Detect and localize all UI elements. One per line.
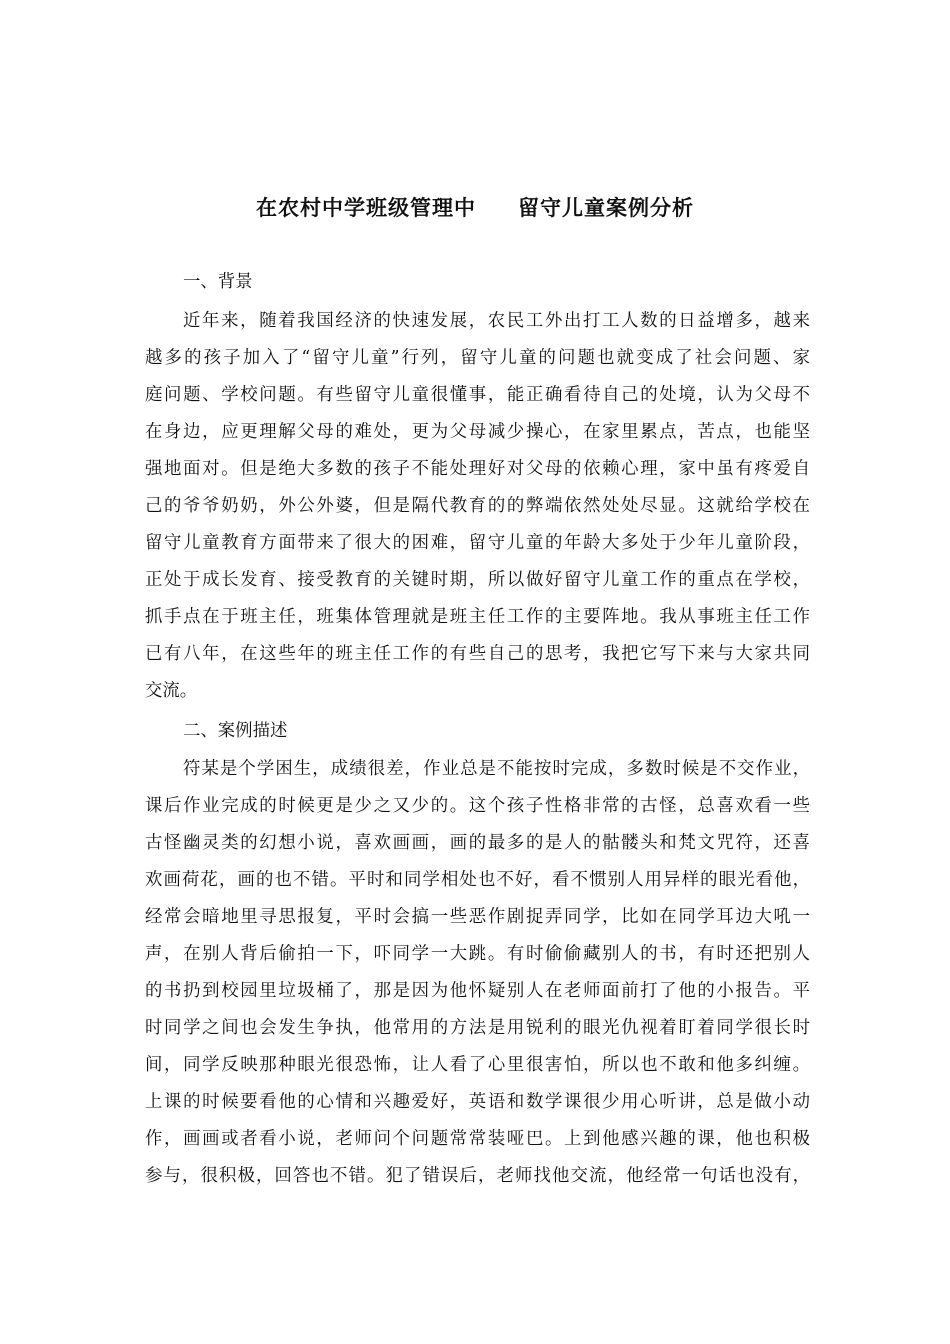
section-heading-background: 一、背景 xyxy=(183,272,253,292)
document-title xyxy=(0,192,950,222)
paragraph-line: 符某是个学困生，成绩很差，作业总是不能按时完成，多数时候是不交作业， xyxy=(183,759,810,779)
paragraph-line: 交流。 xyxy=(145,681,198,701)
section-heading-case: 二、案例描述 xyxy=(183,721,288,741)
paragraph-line: 已有八年，在这些年的班主任工作的有些自己的思考，我把它写下来与大家共同 xyxy=(145,644,810,664)
paragraph-line: 抓手点在于班主任，班集体管理就是班主任工作的主要阵地。我从事班主任工作 xyxy=(145,607,810,627)
paragraph-line: 课后作业完成的时候更是少之又少的。这个孩子性格非常的古怪，总喜欢看一些 xyxy=(145,796,810,816)
paragraph-line: 声，在别人背后偷拍一下，吓同学一大跳。有时偷偷藏别人的书，有时还把别人 xyxy=(145,944,810,964)
paragraph-line: 时同学之间也会发生争执，他常用的方法是用锐利的眼光仇视着盯着同学很长时 xyxy=(145,1018,810,1038)
paragraph-line: 作，画画或者看小说，老师问个问题常常装哑巴。上到他感兴趣的课，他也积极 xyxy=(145,1129,810,1149)
paragraph-line: 正处于成长发育、接受教育的关键时期，所以做好留守儿童工作的重点在学校， xyxy=(145,570,810,590)
paragraph-line: 在身边，应更理解父母的难处，更为父母减少操心，在家里累点，苦点，也能坚 xyxy=(145,422,810,442)
paragraph-line: 参与，很积极，回答也不错。犯了错误后，老师找他交流，他经常一句话也没有， xyxy=(145,1166,810,1186)
title-part-1: 在农村中学班级管理中 xyxy=(256,196,476,220)
paragraph-line: 的书扔到校园里垃圾桶了，那是因为他怀疑别人在老师面前打了他的小报告。平 xyxy=(145,981,810,1001)
paragraph-line: 越多的孩子加入了“留守儿童”行列，留守儿童的问题也就变成了社会问题、家 xyxy=(145,348,810,368)
paragraph-line: 间，同学反映那种眼光很恐怖，让人看了心里很害怕，所以也不敢和他多纠缠。 xyxy=(145,1055,810,1075)
paragraph-line: 上课的时候要看他的心情和兴趣爱好，英语和数学课很少用心听讲，总是做小动 xyxy=(145,1092,810,1112)
paragraph-line: 强地面对。但是绝大多数的孩子不能处理好对父母的依赖心理，家中虽有疼爱自 xyxy=(145,459,810,479)
paragraph-line: 己的爷爷奶奶，外公外婆，但是隔代教育的的弊端依然处处尽显。这就给学校在 xyxy=(145,496,810,516)
paragraph-line: 近年来，随着我国经济的快速发展，农民工外出打工人数的日益增多，越来 xyxy=(183,311,810,331)
paragraph-line: 古怪幽灵类的幻想小说，喜欢画画，画的最多的是人的骷髅头和梵文咒符，还喜 xyxy=(145,833,810,853)
paragraph-line: 欢画荷花，画的也不错。平时和同学相处也不好，看不惯别人用异样的眼光看他， xyxy=(145,870,810,890)
paragraph-line: 庭问题、学校问题。有些留守儿童很懂事，能正确看待自己的处境，认为父母不 xyxy=(145,385,810,405)
title-part-2: 留守儿童案例分析 xyxy=(518,196,694,220)
paragraph-line: 经常会暗地里寻思报复，平时会搞一些恶作剧捉弄同学，比如在同学耳边大吼一 xyxy=(145,907,810,927)
paragraph-line: 留守儿童教育方面带来了很大的困难，留守儿童的年龄大多处于少年儿童阶段， xyxy=(145,533,810,553)
